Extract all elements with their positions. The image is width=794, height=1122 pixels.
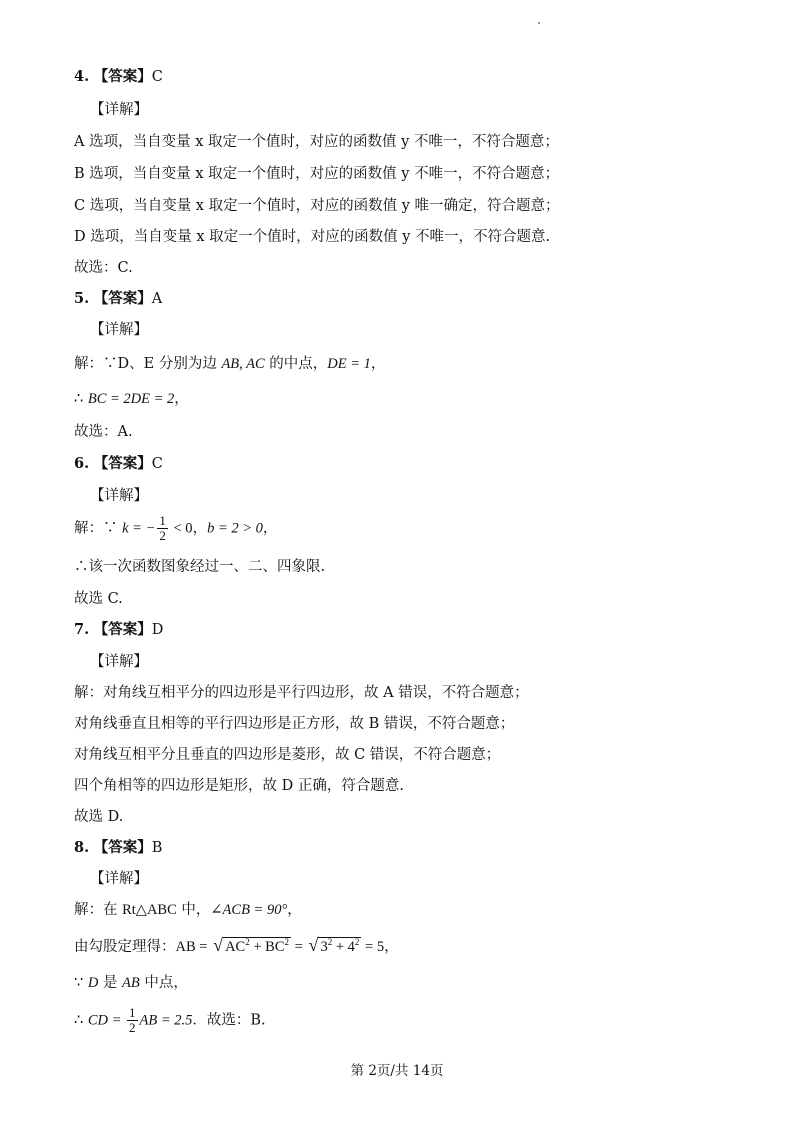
q7-conclusion: 故选 D. <box>74 809 124 825</box>
fraction-one-half: $\frac{1}{2}$ <box>159 513 166 543</box>
fraction-one-half: $\frac{1}{2}$ <box>129 1005 136 1035</box>
q7-heading: 7. 【答案】D <box>74 621 164 638</box>
square-root-ac-bc: √ $AC^2 + BC^2$ <box>213 935 290 955</box>
q7-line-2: 对角线垂直且相等的平行四边形是正方形，故 B 错误，不符合题意； <box>74 716 515 732</box>
q4-detail-label: 【详解】 <box>90 102 148 118</box>
q5-detail-label: 【详解】 <box>90 322 148 338</box>
q7-detail-label: 【详解】 <box>90 654 148 670</box>
q7-line-1: 解：对角线互相平分的四边形是平行四边形，故 A 错误，不符合题意； <box>74 685 529 701</box>
page-footer: 第 2页/共 14页 <box>350 1063 444 1079</box>
scan-dot <box>538 22 540 24</box>
q6-heading: 6. 【答案】C <box>74 455 163 472</box>
q6-line-1: 解：∵ k = − $\frac{1}{2}$ < 0，b = 2 > 0， <box>74 513 278 543</box>
q4-conclusion: 故选：C. <box>74 260 133 276</box>
q7-line-4: 四个角相等的四边形是矩形，故 D 正确，符合题意. <box>74 778 404 794</box>
q7-line-3: 对角线互相平分且垂直的四边形是菱形，故 C 错误，不符合题意； <box>74 747 501 763</box>
q5-heading: 5. 【答案】A <box>74 290 163 307</box>
q8-line-2: 由勾股定理得：AB = √ $AC^2 + BC^2$ = √ $3^2 + 4^2 = 5$， <box>74 935 399 955</box>
q8-line-4: ∴ CD = $\frac{1}{2}$ AB = 2.5．故选：B. <box>74 1005 266 1035</box>
q6-conclusion: 故选 C. <box>74 591 123 607</box>
q4-line-1: A 选项，当自变量 x 取定一个值时，对应的函数值 y 不唯一，不符合题意； <box>74 134 559 150</box>
q5-line-2: ∴ BC = 2DE = 2， <box>74 391 189 407</box>
q6-line-2: ∴该一次函数图象经过一、二、四象限. <box>74 559 326 575</box>
q4-heading: 4. 【答案】C <box>74 68 163 85</box>
q5-line-1: 解：∵D、E 分别为边 AB, AC 的中点，DE = 1， <box>74 356 386 372</box>
square-root-3-4: √ $3^2 + 4^2$ <box>308 935 360 955</box>
q8-heading: 8. 【答案】B <box>74 839 163 856</box>
q8-line-3: ∵ D 是 AB 中点， <box>74 975 188 991</box>
q8-line-1: 解：在 Rt△ABC 中，∠ACB = 90°， <box>74 902 302 918</box>
q4-line-2: B 选项，当自变量 x 取定一个值时，对应的函数值 y 不唯一，不符合题意； <box>74 166 560 182</box>
q5-conclusion: 故选：A. <box>74 424 133 440</box>
q6-detail-label: 【详解】 <box>90 488 148 504</box>
q8-detail-label: 【详解】 <box>90 871 148 887</box>
q4-line-3: C 选项，当自变量 x 取定一个值时，对应的函数值 y 唯一确定，符合题意； <box>74 198 560 214</box>
q4-line-4: D 选项，当自变量 x 取定一个值时，对应的函数值 y 不唯一，不符合题意. <box>74 229 551 245</box>
